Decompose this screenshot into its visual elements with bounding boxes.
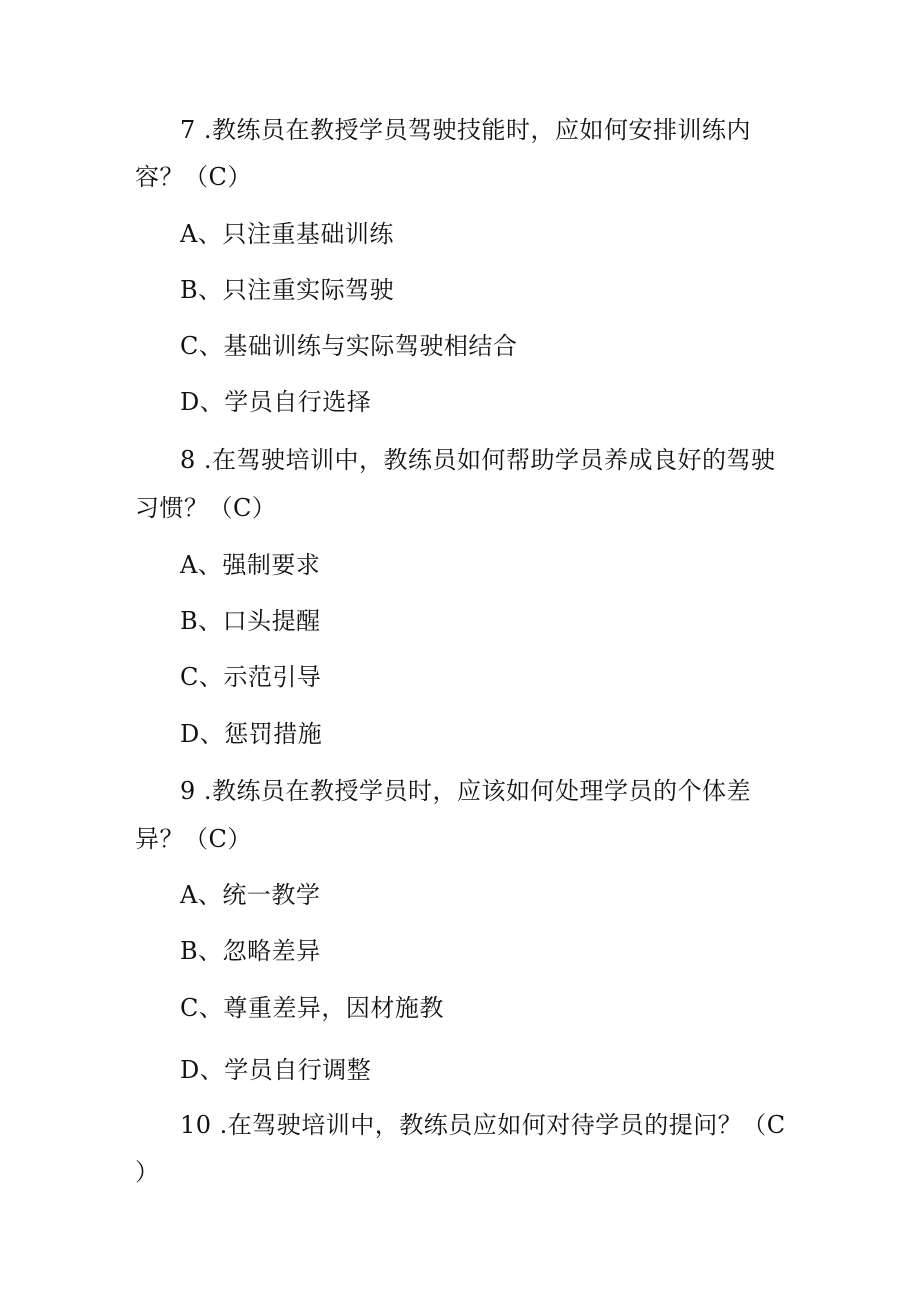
question-7-option-d: D、学员自行选择 [180,388,372,416]
question-7-option-c: C、基础训练与实际驾驶相结合 [180,332,518,360]
question-8-line-1: 8 .在驾驶培训中，教练员如何帮助学员养成良好的驾驶 [180,446,776,474]
question-8-option-a: A、强制要求 [180,551,321,579]
question-7-option-b: B、只注重实际驾驶 [180,276,395,304]
question-7-line-2: 容？（C） [135,163,252,191]
question-8-line-2: 习惯？（C） [135,494,277,522]
question-7-line-1: 7 .教练员在教授学员驾驶技能时，应如何安排训练内 [180,116,752,144]
question-9-option-a: A、统一教学 [180,881,321,909]
question-10-line-2: ） [135,1158,160,1186]
question-7-option-a: A、只注重基础训练 [180,220,394,248]
question-10-line-1: 10 .在驾驶培训中，教练员应如何对待学员的提问？（C [180,1111,786,1139]
question-8-option-c: C、示范引导 [180,663,322,691]
question-9-option-d: D、学员自行调整 [180,1056,372,1084]
question-9-line-1: 9 .教练员在教授学员时，应该如何处理学员的个体差 [180,777,752,805]
question-9-line-2: 异？（C） [135,825,252,853]
question-8-option-b: B、口头提醒 [180,607,321,635]
question-8-option-d: D、惩罚措施 [180,720,323,748]
question-9-option-b: B、忽略差异 [180,937,321,965]
question-9-option-c: C、尊重差异，因材施教 [180,994,444,1022]
